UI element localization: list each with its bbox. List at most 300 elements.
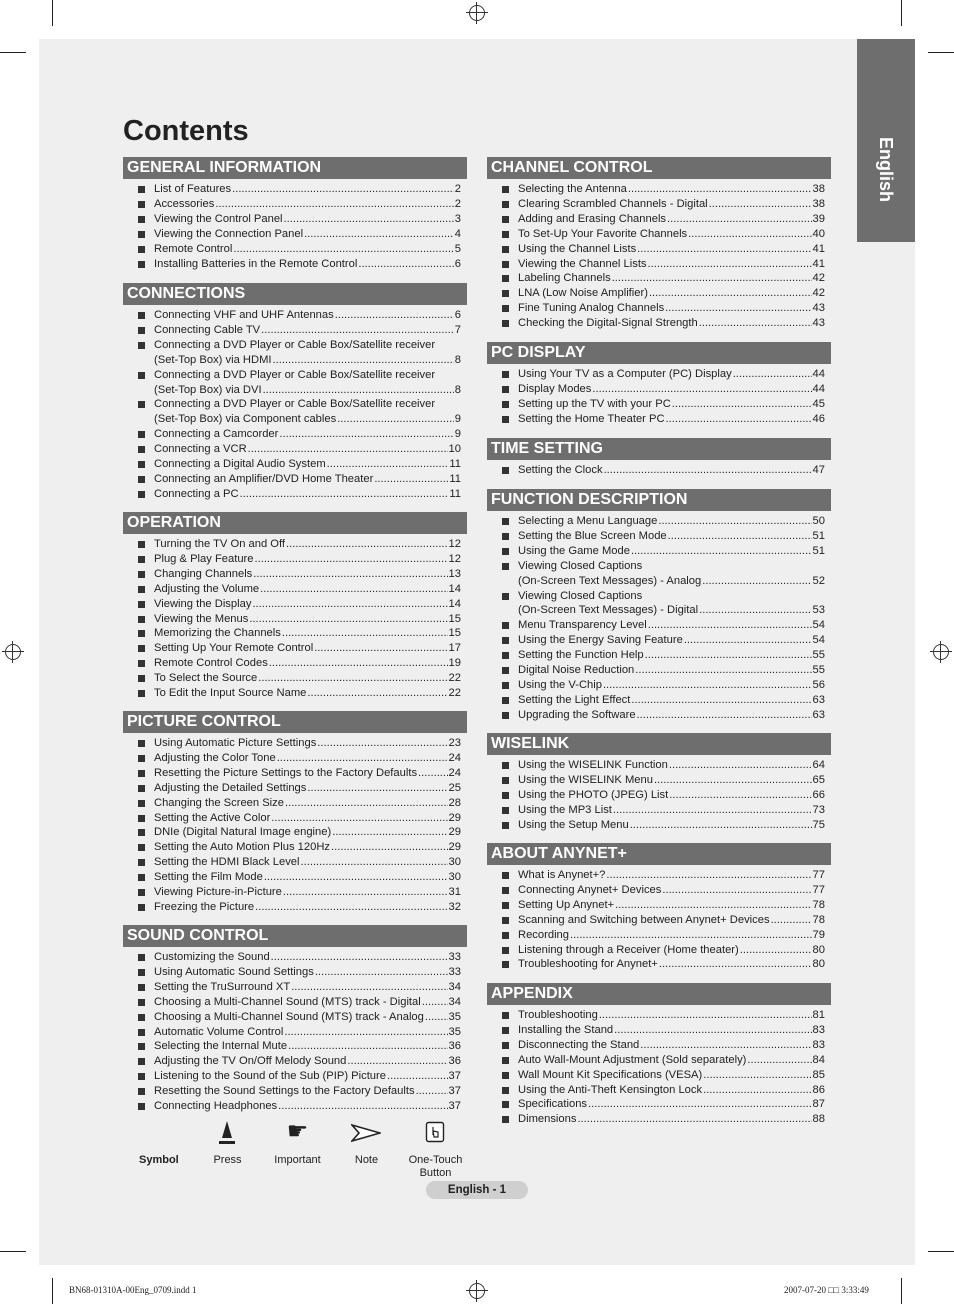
toc-page-number: 9 [454,428,461,441]
toc-entry[interactable] [138,965,467,980]
toc-entry-text: Setting the Light Effect [518,693,631,706]
toc-page-number: 29 [448,841,461,854]
toc-entry[interactable] [138,457,467,472]
language-tab [857,39,915,242]
toc-page-number: 3 [454,212,461,225]
leader-dots [301,855,448,870]
leader-dots [277,751,448,766]
toc-entry[interactable] [138,552,467,567]
toc-page-number: 24 [448,751,461,764]
section-heading-text: SOUND CONTROL [127,927,269,944]
toc-entry[interactable] [138,885,467,900]
toc-page-number: 30 [448,856,461,869]
toc-page-number: 23 [448,737,461,749]
section-heading [487,157,831,179]
toc-page-number: 28 [448,796,461,809]
toc-entry[interactable] [502,544,831,559]
toc-page-number: 78 [812,898,825,911]
section-time-setting [487,438,831,478]
leader-dots [425,1010,448,1025]
toc-entry-text: Choosing a Multi-Channel Sound (MTS) track - Analog [154,1010,424,1023]
toc-entry[interactable] [502,242,831,257]
toc-entry[interactable] [502,367,831,382]
toc-entry[interactable] [138,671,467,686]
leader-dots [631,693,811,708]
leader-dots [278,1099,447,1114]
leader-dots [649,286,812,301]
toc-page-number: 14 [448,582,461,595]
toc-entry[interactable] [138,855,467,870]
toc-entry[interactable] [502,678,831,693]
toc-entry-text: (Set-Top Box) via HDMI [154,353,272,366]
leader-dots [416,1084,448,1099]
leader-dots [269,656,448,671]
section-channel-control [487,157,831,331]
toc-entry-text: Setting the Blue Screen Mode [518,529,667,542]
toc-page-number: 35 [448,1010,461,1023]
leader-dots [631,544,812,559]
toc-entry-text: Setting Up Anynet+ [518,898,615,911]
toc-entry[interactable] [138,811,467,826]
toc-entry[interactable] [502,1068,831,1083]
leader-dots [285,796,448,811]
toc-page-number: 29 [448,811,461,824]
toc-page-number: 10 [448,443,461,456]
leader-dots [666,412,812,427]
toc-entry[interactable] [138,1069,467,1084]
toc-page-number: 52 [812,574,825,587]
toc-entry-text: Connecting Anynet+ Devices [518,883,662,896]
toc-entry[interactable] [138,641,467,656]
leader-dots [332,825,447,840]
toc-entry-text: Setting the Clock [518,464,603,476]
leader-dots [659,957,812,972]
toc-entry[interactable] [138,751,467,766]
toc-list [487,755,831,833]
toc-entry[interactable] [502,286,831,301]
leader-dots [261,323,454,338]
toc-list [123,947,467,1114]
section-sound-control [123,925,467,1114]
leader-dots [248,442,448,457]
toc-entry-text: Troubleshooting [518,1009,598,1021]
crop-mark [901,1278,902,1304]
toc-entry-text: To Select the Source [154,672,258,685]
toc-entry-text: (Set-Top Box) via DVI [154,383,262,396]
section-heading-text: ABOUT ANYNET+ [491,845,627,862]
leader-dots [284,1025,447,1040]
toc-entry[interactable] [502,182,831,197]
toc-entry[interactable] [502,788,831,803]
toc-entry[interactable] [502,257,831,272]
section-heading-text: APPENDIX [491,985,573,1002]
toc-entry[interactable] [138,900,467,915]
toc-entry-text: List of Features [154,183,232,195]
leader-dots [771,913,812,928]
leader-dots [279,427,453,442]
toc-page-number: 50 [812,515,825,527]
crop-mark [928,1251,954,1252]
toc-entry[interactable] [138,368,467,398]
leader-dots [604,463,812,478]
leader-dots [374,472,448,487]
toc-entry[interactable] [502,412,831,427]
toc-page-number: 79 [812,928,825,941]
leader-dots [271,811,447,826]
toc-entry-text: What is Anynet+? [518,869,606,881]
crop-mark [928,52,954,53]
toc-entry[interactable] [138,766,467,781]
symbol-label: Note [354,1154,379,1166]
toc-entry[interactable] [138,840,467,855]
leader-dots [418,766,448,781]
toc-entry[interactable] [502,773,831,788]
section-function-description [487,489,831,723]
toc-page-number: 25 [448,781,461,794]
toc-entry-text: Viewing the Menus [154,612,249,625]
toc-entry[interactable] [502,1038,831,1053]
toc-page-number: 6 [454,309,461,321]
toc-entry-text: Recording [518,928,569,941]
toc-page-number: 6 [454,257,461,270]
toc-entry[interactable] [502,1053,831,1068]
toc-page-number: 30 [448,871,461,884]
leader-dots [358,257,453,272]
toc-entry[interactable] [502,212,831,227]
toc-entry-text: (On-Screen Text Messages) - Digital [518,604,699,617]
toc-entry[interactable] [502,803,831,818]
toc-page-number: 39 [812,212,825,225]
leader-dots [628,182,812,197]
leader-dots [703,1068,811,1083]
toc-list [123,534,467,701]
toc-page-number: 13 [448,567,461,580]
toc-page-number: 11 [449,472,461,485]
toc-page-number: 78 [812,913,825,926]
toc-entry-text: (Set-Top Box) via Component cables [154,413,337,426]
toc-entry[interactable] [138,1010,467,1025]
section-heading-text: PC DISPLAY [491,344,586,361]
toc-entry[interactable] [502,197,831,212]
toc-entry-text: Using the MP3 List [518,803,612,816]
toc-entry-text: Setting the Home Theater PC [518,412,665,425]
leader-dots [288,1039,447,1054]
toc-page-number: 53 [812,604,825,617]
toc-list [487,865,831,972]
toc-entry[interactable] [138,427,467,442]
toc-entry[interactable] [502,382,831,397]
toc-entry-text: Using the V-Chip [518,678,602,691]
section-connections [123,283,467,502]
toc-entry-text: Digital Noise Reduction [518,664,635,677]
toc-entry[interactable] [138,487,467,502]
toc-entry[interactable] [502,618,831,633]
toc-entry-text: Using the Energy Saving Feature [518,634,683,647]
toc-entry[interactable] [138,736,467,751]
toc-page-number: 43 [812,317,825,330]
toc-page-number: 33 [448,951,461,963]
toc-entry-text: Viewing Closed Captions [518,589,643,602]
toc-page-number: 34 [448,980,461,993]
toc-page-number: 54 [812,634,825,647]
leader-dots [284,212,454,227]
note-icon [351,1122,381,1144]
toc-entry-text: Connecting a VCR [154,443,247,456]
registration-mark-icon [5,644,21,660]
toc-entry[interactable] [138,1099,467,1114]
leader-dots [255,900,447,915]
leader-dots [599,1008,812,1023]
leader-dots [314,641,447,656]
toc-page-number: 51 [812,529,825,542]
toc-entry-text: Remote Control Codes [154,657,268,670]
toc-entry[interactable] [502,463,831,478]
toc-entry[interactable] [138,323,467,338]
toc-entry[interactable] [138,212,467,227]
toc-entry[interactable] [502,957,831,972]
toc-page-number: 7 [454,323,461,336]
toc-entry-text: To Set-Up Your Favorite Channels [518,227,688,240]
toc-page-number: 73 [812,803,825,816]
crop-mark [52,0,53,26]
toc-entry[interactable] [138,597,467,612]
toc-entry[interactable] [502,663,831,678]
leader-dots [387,1069,448,1084]
leader-dots [335,308,454,323]
toc-entry-text: Customizing the Sound [154,951,270,963]
leader-dots [630,818,812,833]
toc-page-number: 64 [812,759,825,771]
leader-dots [667,212,812,227]
toc-entry[interactable] [502,316,831,331]
toc-entry-text: Setting the Active Color [154,811,271,824]
leader-dots [307,781,447,796]
toc-entry-text: Adjusting the Color Tone [154,751,276,764]
toc-entry[interactable] [502,648,831,663]
leader-dots [264,870,448,885]
toc-entry[interactable] [502,1097,831,1112]
toc-entry[interactable] [138,582,467,597]
toc-page-number: 19 [448,657,461,670]
toc-page-number: 2 [454,197,461,210]
toc-entry[interactable] [502,1023,831,1038]
toc-entry[interactable] [502,529,831,544]
toc-entry[interactable] [502,397,831,412]
toc-entry[interactable] [502,589,831,619]
toc-page-number: 55 [812,649,825,662]
toc-page-number: 31 [448,886,461,899]
toc-entry[interactable] [502,758,831,773]
toc-entry[interactable] [502,708,831,723]
leader-dots [640,1038,811,1053]
toc-entry-text: Listening through a Receiver (Home theater) [518,943,739,956]
toc-entry[interactable] [502,514,831,529]
symbol-legend [135,1120,475,1190]
leader-dots [668,529,812,544]
toc-entry[interactable] [138,537,467,552]
page-title: Contents [123,115,249,147]
toc-entry[interactable] [138,781,467,796]
toc-entry[interactable] [502,1083,831,1098]
leader-dots [747,1053,811,1068]
toc-entry[interactable] [502,898,831,913]
leader-dots [252,597,447,612]
toc-entry[interactable] [138,656,467,671]
toc-entry-text: Using the Anti-Theft Kensington Lock [518,1083,703,1096]
section-heading [123,711,467,733]
toc-entry[interactable] [502,301,831,316]
toc-page-number: 9 [454,413,461,426]
toc-entry[interactable] [502,1008,831,1023]
section-heading-text: CHANNEL CONTROL [491,159,653,176]
toc-entry-text: Auto Wall-Mount Adjustment (Sold separately) [518,1053,747,1066]
toc-entry[interactable] [138,197,467,212]
leader-dots [304,227,454,242]
section-heading-text: CONNECTIONS [127,285,246,302]
toc-entry-text: Viewing the Channel Lists [518,257,647,270]
leader-dots [733,367,812,382]
toc-page-number: 12 [448,552,461,565]
toc-entry[interactable] [502,928,831,943]
toc-entry[interactable] [138,182,467,197]
section-heading [487,983,831,1005]
toc-entry-text: Choosing a Multi-Channel Sound (MTS) track - Digital [154,995,421,1008]
leader-dots [702,574,811,589]
toc-entry-text: Connecting a DVD Player or Cable Box/Satellite receiver [154,338,436,351]
section-heading [123,925,467,947]
toc-entry[interactable] [502,818,831,833]
section-about-anynet [487,843,831,972]
leader-dots [215,197,453,212]
toc-entry[interactable] [138,825,467,840]
toc-entry[interactable] [138,1054,467,1069]
toc-page-number: 80 [812,943,825,956]
toc-page-number: 63 [812,708,825,721]
toc-entry[interactable] [138,242,467,257]
toc-entry[interactable] [138,1039,467,1054]
crop-mark [0,1251,26,1252]
leader-dots [606,868,811,883]
toc-entry[interactable] [502,913,831,928]
toc-entry[interactable] [138,442,467,457]
toc-entry[interactable] [138,950,467,965]
section-heading-text: PICTURE CONTROL [127,713,281,730]
toc-entry[interactable] [502,693,831,708]
toc-entry-text: Resetting the Sound Settings to the Factory Defaults [154,1085,415,1098]
language-tab-label: English [876,136,896,202]
toc-entry[interactable] [138,227,467,242]
leader-dots [648,618,812,633]
toc-entry-text: Adding and Erasing Channels [518,212,667,225]
toc-entry[interactable] [138,472,467,487]
leader-dots [688,227,811,242]
toc-entry[interactable] [138,796,467,811]
toc-entry[interactable] [502,883,831,898]
toc-entry[interactable] [138,567,467,582]
section-heading-text: GENERAL INFORMATION [127,159,322,176]
toc-entry[interactable] [138,1084,467,1099]
footer-timestamp: 2007-07-20 □□ 3:33:49 [784,1285,869,1295]
leader-dots [249,612,447,627]
leader-dots [273,353,454,368]
toc-page-number: 24 [448,766,461,779]
toc-page-number: 65 [812,773,825,786]
leader-dots [613,803,812,818]
crop-mark [901,0,902,26]
section-heading-text: FUNCTION DESCRIPTION [491,491,688,508]
toc-entry[interactable] [138,995,467,1010]
toc-page-number: 55 [812,664,825,677]
toc-entry-text: Labeling Channels [518,272,611,285]
toc-entry[interactable] [502,1112,831,1127]
toc-page-number: 86 [812,1083,825,1096]
toc-page-number: 43 [812,302,825,315]
toc-entry-text: Turning the TV On and Off [154,538,286,550]
toc-page-number: 40 [812,227,825,240]
toc-list [487,511,831,723]
toc-entry-text: Adjusting the Volume [154,582,260,595]
toc-entry[interactable] [502,868,831,883]
leader-dots [699,316,812,331]
toc-entry[interactable] [138,686,467,701]
leader-dots [665,301,811,316]
toc-entry-text: Using the Setup Menu [518,818,629,831]
toc-entry-text: Accessories [154,197,215,210]
toc-entry[interactable] [502,271,831,286]
one-touch-button-icon [425,1121,445,1143]
toc-page-number: 66 [812,788,825,801]
leader-dots [592,382,811,397]
toc-page-number: 46 [812,412,825,425]
toc-entry-text: Setting the TruSurround XT [154,980,291,993]
toc-page-number: 11 [449,487,461,500]
section-wiselink [487,733,831,833]
toc-entry[interactable] [138,980,467,995]
toc-entry[interactable] [138,397,467,427]
toc-entry[interactable] [138,257,467,272]
leader-dots [337,412,454,427]
toc-entry[interactable] [138,870,467,885]
section-heading [487,843,831,865]
toc-page-number: 41 [812,242,825,255]
toc-entry-text: Using the WISELINK Function [518,759,668,771]
toc-page-number: 37 [448,1070,461,1083]
symbol-label: One-Touch Button [408,1154,463,1179]
leader-dots [635,663,811,678]
leader-dots [612,271,812,286]
toc-entry-text: DNIe (Digital Natural Image engine) [154,826,332,839]
toc-entry[interactable] [502,943,831,958]
crop-mark [0,52,26,53]
toc-entry-text: Setting the Auto Motion Plus 120Hz [154,841,331,854]
toc-page-number: 35 [448,1025,461,1038]
leader-dots [253,567,447,582]
toc-entry[interactable] [502,559,831,589]
toc-page-number: 77 [812,869,825,881]
toc-entry-text: Troubleshooting for Anynet+ [518,958,658,971]
toc-entry-text: Setting the Function Help [518,649,644,662]
toc-page-number: 8 [454,383,461,396]
toc-entry[interactable] [502,227,831,242]
toc-page-number: 38 [812,183,825,195]
toc-page-number: 8 [454,353,461,366]
toc-entry[interactable] [138,1025,467,1040]
toc-entry[interactable] [502,633,831,648]
toc-entry[interactable] [138,308,467,323]
toc-entry[interactable] [138,338,467,368]
toc-entry[interactable] [138,626,467,641]
toc-entry[interactable] [138,612,467,627]
